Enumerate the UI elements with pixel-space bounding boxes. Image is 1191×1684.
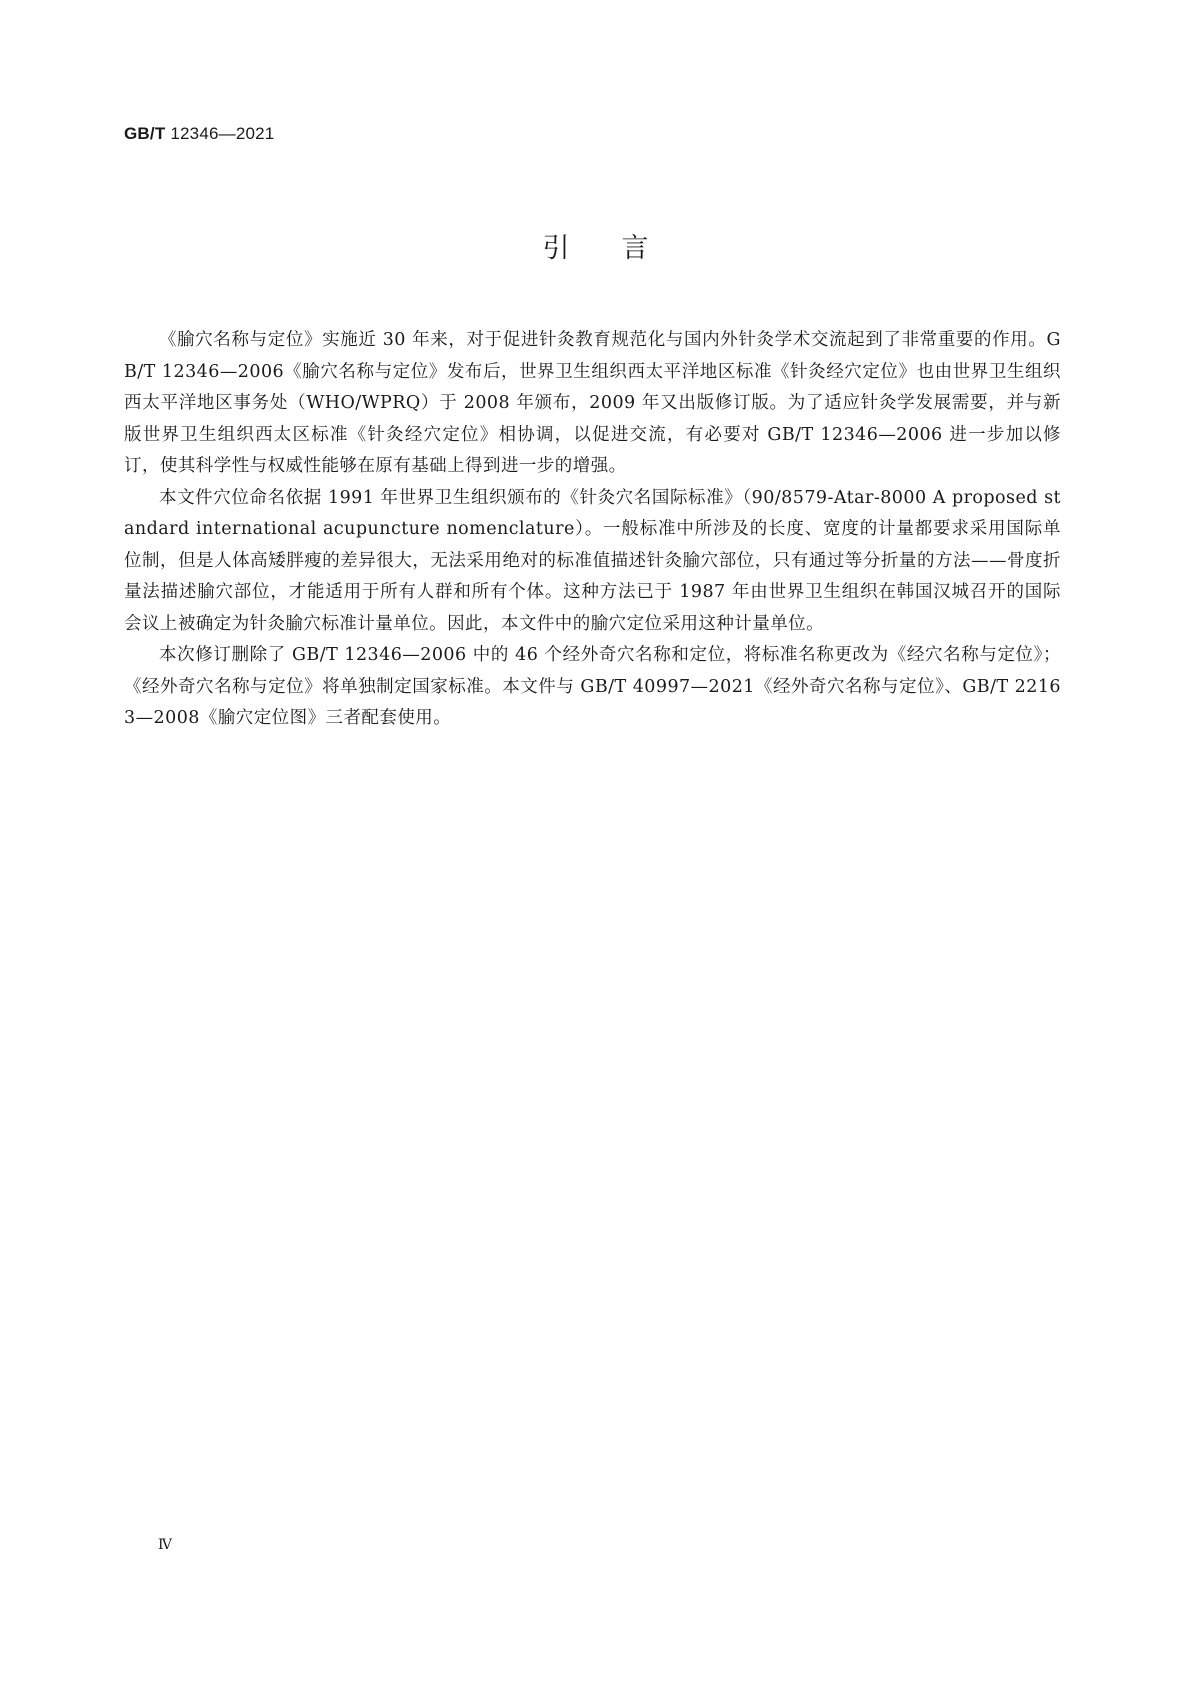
introduction-body bbox=[124, 325, 1061, 735]
document-code-header bbox=[124, 124, 274, 144]
paragraph-2: 本文件穴位命名依据 1991 年世界卫生组织颁布的《针灸穴名国际标准》（90/8579-Atar-8000 A proposed standard international acupuncture nomenclature）。一般标准中所涉及的长度、宽度的计量都要求采用国际单位制，但是人体高矮胖瘦的差异很大，无法采用绝对的标准值描述针灸腧穴部位，只有通过等分折量的方法——骨度折量法描述腧穴部位，才能适用于所有人群和所有个体。这种方法已于 1987 年由世界卫生组织在韩国汉城召开的国际会议上被确定为针灸腧穴标准计量单位。因此，本文件中的腧穴定位采用这种计量单位。 bbox=[124, 487, 1061, 634]
page-number: Ⅳ bbox=[158, 1538, 172, 1553]
page-title: 引言 bbox=[542, 233, 701, 264]
standard-number: 12346—2021 bbox=[170, 124, 275, 143]
paragraph-3: 本次修订删除了 GB/T 12346—2006 中的 46 个经外奇穴名称和定位，将标准名称更改为《经穴名称与定位》；《经外奇穴名称与定位》将单独制定国家标准。本文件与 GB/T 40997—2021《经外奇穴名称与定位》、GB/T 22163—2008《腧穴定位图》三者配套使用。 bbox=[124, 645, 1061, 728]
standard-prefix: GB/T bbox=[124, 124, 166, 143]
paragraph-1: 《腧穴名称与定位》实施近 30 年来，对于促进针灸教育规范化与国内外针灸学术交流起到了非常重要的作用。GB/T 12346—2006《腧穴名称与定位》发布后，世界卫生组织西太平洋地区标准《针灸经穴定位》也由世界卫生组织西太平洋地区事务处（WHO/WPRQ）于 2008 年颁布，2009 年又出版修订版。为了适应针灸学发展需要，并与新版世界卫生组织西太区标准《针灸经穴定位》相协调，以促进交流，有必要对 GB/T 12346—2006 进一步加以修订，使其科学性与权威性能够在原有基础上得到进一步的增强。 bbox=[124, 330, 1061, 476]
